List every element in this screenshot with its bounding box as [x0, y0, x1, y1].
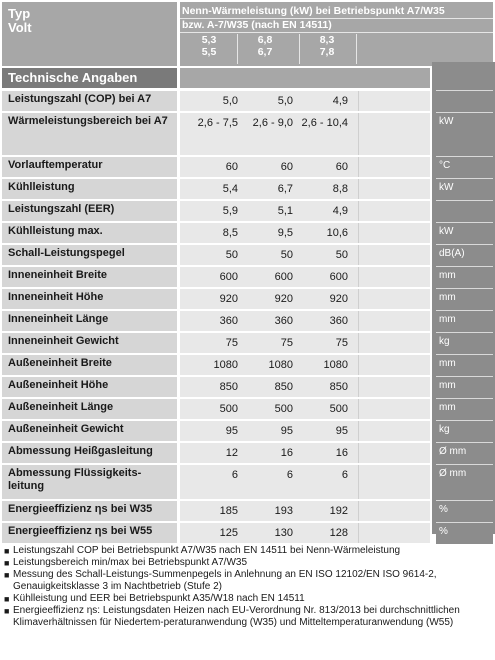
- model-top: 5,3: [201, 34, 217, 46]
- table-row: [2, 113, 430, 155]
- value-model-1: 2,6 - 7,5: [197, 117, 238, 129]
- value-model-1: 50: [225, 249, 238, 261]
- row-values: [180, 113, 430, 155]
- unit-cell: %: [436, 500, 493, 522]
- value-model-3: 95: [335, 425, 348, 437]
- row-label: Inneneinheit Gewicht: [2, 333, 177, 353]
- value-model-3: 500: [329, 403, 348, 415]
- value-model-1: 500: [219, 403, 238, 415]
- unit-cell: Ø mm: [436, 464, 493, 500]
- model-bottom: 7,8: [319, 46, 335, 58]
- value-model-3: 850: [329, 381, 348, 393]
- table-row: [2, 267, 430, 287]
- value-model-2: 9,5: [277, 227, 293, 239]
- unit-cell: [436, 200, 493, 222]
- column-divider: [358, 201, 359, 221]
- value-model-2: 6,7: [277, 183, 293, 195]
- row-label: Abmessung Heißgasleitung: [2, 443, 177, 463]
- type-label: Typ: [8, 6, 31, 21]
- model-top: 8,3: [319, 34, 335, 46]
- column-divider: [358, 91, 359, 111]
- value-model-3: 6: [341, 469, 348, 481]
- row-values: [180, 157, 430, 177]
- bullet-icon: ■: [4, 594, 10, 604]
- footnote-text: Energieeffizienz ηs: Leistungsdaten Heizen nach EU-Verordnung Nr. 813/2013 bei durchschnittlichen Klimaverhältnissen für Niedertem-peraturanwendung (W35) und Mitteltemperaturanwendung (W55): [13, 605, 460, 628]
- column-divider: [358, 421, 359, 441]
- row-values: [180, 421, 430, 441]
- unit-cell: mm: [436, 266, 493, 288]
- heating-capacity-header: [180, 2, 493, 66]
- row-label: Außeneinheit Höhe: [2, 377, 177, 397]
- value-model-3: 10,6: [326, 227, 348, 239]
- table-row: [2, 399, 430, 419]
- value-model-1: 1080: [213, 359, 238, 371]
- column-divider: [358, 501, 359, 521]
- section-title-text: Technische Angaben: [8, 70, 138, 85]
- value-model-2: 1080: [268, 359, 293, 371]
- row-values: [180, 443, 430, 463]
- value-model-3: 360: [329, 315, 348, 327]
- value-model-3: 600: [329, 271, 348, 283]
- header-divider: [180, 32, 493, 33]
- value-model-3: 8,8: [332, 183, 348, 195]
- unit-cell: mm: [436, 354, 493, 376]
- volt-label: Volt: [8, 20, 32, 35]
- value-model-3: 2,6 - 10,4: [301, 117, 348, 129]
- section-title-fill: [180, 68, 430, 88]
- table-row: [2, 289, 430, 309]
- value-model-3: 192: [329, 505, 348, 517]
- row-values: [180, 223, 430, 243]
- row-values: [180, 355, 430, 375]
- footnote-text: Messung des Schall-Leistungs-Summenpegels in Anlehnung an EN ISO 12102/EN ISO 9614-2, Genauigkeitsklasse 3 im Nachtbetrieb (Stufe 2): [13, 569, 437, 592]
- value-model-3: 60: [335, 161, 348, 173]
- footnote-text: Leistungszahl COP bei Betriebspunkt A7/W35 nach EN 14511 bei Nenn-Wärmeleistung: [13, 545, 401, 556]
- value-model-1: 60: [225, 161, 238, 173]
- column-divider: [358, 157, 359, 177]
- value-model-1: 5,9: [222, 205, 238, 217]
- row-values: [180, 289, 430, 309]
- column-divider: [358, 465, 359, 499]
- value-model-3: 4,9: [332, 95, 348, 107]
- column-divider: [358, 523, 359, 543]
- row-label: Leistungszahl (EER): [2, 201, 177, 221]
- row-label: Wärmeleistungsbereich bei A7: [2, 113, 177, 155]
- bullet-icon: ■: [4, 606, 10, 616]
- value-model-1: 6: [231, 469, 238, 481]
- model-bottom: 6,7: [257, 46, 273, 58]
- row-values: [180, 91, 430, 111]
- table-row: [2, 91, 430, 111]
- table-row: [2, 523, 430, 543]
- column-divider: [358, 333, 359, 353]
- unit-cell: kW: [436, 178, 493, 200]
- table-row: [2, 179, 430, 199]
- column-divider: [358, 223, 359, 243]
- value-model-1: 850: [219, 381, 238, 393]
- footnote: [4, 557, 492, 569]
- unit-cell: %: [436, 522, 493, 544]
- value-model-2: 60: [280, 161, 293, 173]
- table-row: [2, 443, 430, 463]
- value-model-2: 5,0: [277, 95, 293, 107]
- value-model-3: 50: [335, 249, 348, 261]
- column-divider: [358, 267, 359, 287]
- value-model-3: 16: [335, 447, 348, 459]
- header-line-1: Nenn-Wärmeleistung (kW) bei Betriebspunkt A7/W35: [182, 5, 445, 17]
- footnote: [4, 605, 492, 629]
- table-row: [2, 377, 430, 397]
- value-model-1: 12: [225, 447, 238, 459]
- row-values: [180, 523, 430, 543]
- value-model-3: 4,9: [332, 205, 348, 217]
- value-model-2: 600: [274, 271, 293, 283]
- value-model-3: 128: [329, 527, 348, 539]
- table-row: [2, 421, 430, 441]
- table-row: [2, 333, 430, 353]
- value-model-2: 16: [280, 447, 293, 459]
- row-label: Kühlleistung: [2, 179, 177, 199]
- row-label: Leistungszahl (COP) bei A7: [2, 91, 177, 111]
- row-label: Außeneinheit Gewicht: [2, 421, 177, 441]
- row-label: Kühlleistung max.: [2, 223, 177, 243]
- header-line-2: bzw. A-7/W35 (nach EN 14511): [182, 19, 332, 31]
- value-model-2: 193: [274, 505, 293, 517]
- bullet-icon: ■: [4, 546, 10, 556]
- column-divider: [358, 355, 359, 375]
- unit-cell: mm: [436, 376, 493, 398]
- value-model-1: 600: [219, 271, 238, 283]
- value-model-1: 920: [219, 293, 238, 305]
- table-row: [2, 465, 430, 499]
- table-header: [0, 0, 495, 66]
- row-values: [180, 201, 430, 221]
- row-label: Inneneinheit Länge: [2, 311, 177, 331]
- value-model-2: 360: [274, 315, 293, 327]
- table-row: [2, 311, 430, 331]
- unit-cell: mm: [436, 398, 493, 420]
- value-model-1: 95: [225, 425, 238, 437]
- row-label: Inneneinheit Höhe: [2, 289, 177, 309]
- column-divider: [356, 34, 358, 64]
- row-values: [180, 267, 430, 287]
- column-divider: [358, 399, 359, 419]
- row-label: Außeneinheit Länge: [2, 399, 177, 419]
- value-model-1: 8,5: [222, 227, 238, 239]
- model-column-2: [237, 34, 292, 64]
- value-model-2: 95: [280, 425, 293, 437]
- footnote-text: Kühlleistung und EER bei Betriebspunkt A35/W18 nach EN 14511: [13, 593, 305, 604]
- table-row: [2, 223, 430, 243]
- row-values: [180, 311, 430, 331]
- model-column-1: [182, 34, 236, 58]
- type-volt-header: [2, 2, 177, 66]
- row-label: Energieeffizienz ηs bei W35: [2, 501, 177, 521]
- footnotes: [4, 545, 492, 629]
- column-divider: [358, 443, 359, 463]
- unit-cell: kg: [436, 332, 493, 354]
- bullet-icon: ■: [4, 570, 10, 580]
- unit-cell: Ø mm: [436, 442, 493, 464]
- column-divider: [358, 245, 359, 265]
- value-model-3: 1080: [323, 359, 348, 371]
- row-values: [180, 179, 430, 199]
- unit-cell: kW: [436, 112, 493, 156]
- row-label: Inneneinheit Breite: [2, 267, 177, 287]
- footnote: [4, 593, 492, 605]
- value-model-2: 130: [274, 527, 293, 539]
- table-row: [2, 245, 430, 265]
- section-title: [2, 68, 177, 88]
- row-label: Schall-Leistungspegel: [2, 245, 177, 265]
- row-label: Abmessung Flüssigkeits-leitung: [2, 465, 177, 499]
- bullet-icon: ■: [4, 558, 10, 568]
- row-values: [180, 333, 430, 353]
- row-label: Vorlauftemperatur: [2, 157, 177, 177]
- table-row: [2, 355, 430, 375]
- row-label: Energieeffizienz ηs bei W55: [2, 523, 177, 543]
- value-model-1: 75: [225, 337, 238, 349]
- value-model-2: 50: [280, 249, 293, 261]
- footnote-text: Leistungsbereich min/max bei Betriebspunkt A7/W35: [13, 557, 248, 568]
- row-values: [180, 501, 430, 521]
- unit-cell: kg: [436, 420, 493, 442]
- table-row: [2, 501, 430, 521]
- value-model-2: 75: [280, 337, 293, 349]
- unit-cell: dB(A): [436, 244, 493, 266]
- value-model-2: 850: [274, 381, 293, 393]
- model-bottom: 5,5: [201, 46, 217, 58]
- value-model-2: 6: [286, 469, 293, 481]
- value-model-2: 5,1: [277, 205, 293, 217]
- value-model-2: 500: [274, 403, 293, 415]
- model-top: 6,8: [257, 34, 273, 46]
- row-values: [180, 465, 430, 499]
- value-model-2: 2,6 - 9,0: [252, 117, 293, 129]
- row-values: [180, 377, 430, 397]
- unit-cell: °C: [436, 156, 493, 178]
- row-label: Außeneinheit Breite: [2, 355, 177, 375]
- column-divider: [358, 377, 359, 397]
- row-values: [180, 245, 430, 265]
- model-column-3: [299, 34, 354, 64]
- column-divider: [358, 179, 359, 199]
- value-model-1: 5,0: [222, 95, 238, 107]
- row-values: [180, 399, 430, 419]
- value-model-1: 185: [219, 505, 238, 517]
- table-row: [2, 201, 430, 221]
- unit-cell: mm: [436, 288, 493, 310]
- table-row: [2, 157, 430, 177]
- value-model-3: 920: [329, 293, 348, 305]
- value-model-2: 920: [274, 293, 293, 305]
- column-divider: [358, 289, 359, 309]
- column-divider: [358, 311, 359, 331]
- unit-cell: mm: [436, 310, 493, 332]
- footnote: [4, 569, 492, 593]
- column-divider: [358, 113, 359, 155]
- footnote: [4, 545, 492, 557]
- value-model-3: 75: [335, 337, 348, 349]
- value-model-1: 5,4: [222, 183, 238, 195]
- unit-cell: [436, 90, 493, 112]
- value-model-1: 125: [219, 527, 238, 539]
- unit-cell: kW: [436, 222, 493, 244]
- value-model-1: 360: [219, 315, 238, 327]
